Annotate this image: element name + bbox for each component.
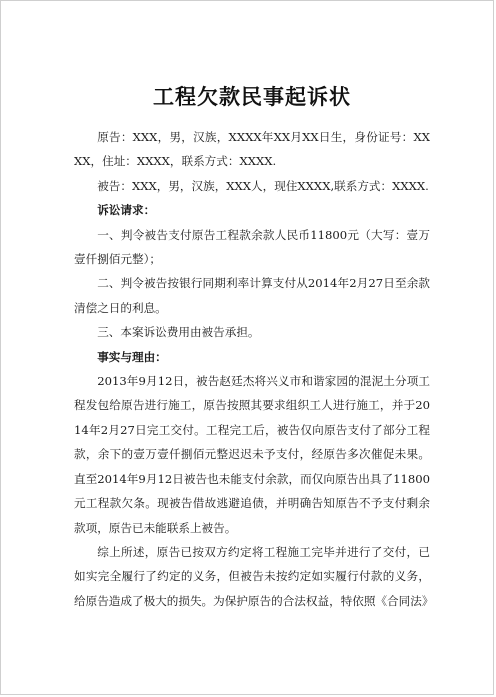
facts-heading: 事实与理由：: [97, 349, 167, 364]
facts-paragraph-2: 综上所述，原告已按双方约定将工程施工完毕并进行了交付，已如实完全履行了约定的义务，但被告未按约定如实履行付款的义务，给原告造成了极大的损失。为保护原告的合法权益，特依照《合同法》: [74, 544, 434, 608]
document-body: [74, 125, 434, 613]
claim-item-3: 三、本案诉讼费用由被告承担。: [97, 325, 260, 340]
document-title: 工程欠款民事起诉状: [153, 85, 351, 109]
claim-item-2: 二、判令被告按银行同期利率计算支付从2014年2月27日至余款清偿之日的利息。: [74, 276, 430, 315]
claims-heading: 诉讼请求：: [97, 203, 156, 218]
plaintiff-info: 原告：XXX，男，汉族，XXXX年XX月XX日生，身份证号：XXXX，住址：XXXX，联系方式：XXXX.: [74, 130, 430, 169]
defendant-info: 被告：XXX，男，汉族，XXX人，现住XXXX,联系方式：XXXX.: [97, 178, 429, 193]
facts-paragraph-1: 2013年9月12日，被告赵廷杰将兴义市和谐家园的混泥土分项工程发包给原告进行施工，原告按照其要求组织工人进行施工，并于2014年2月27日完工交付。工程完工后，被告仅向原告支付了部分工程款，余下的壹万壹仟捌佰元整迟迟未予支付，经原告多次催促未果。直至2014年9月12日被告也未能支付余款，而仅向原告出具了11800元工程款欠条。现被告借故逃避追债，并明确告知原告不予支付剩余款项，原告已未能联系上被告。: [74, 374, 430, 535]
claim-item-1: 一、判令被告支付原告工程款余款人民币11800元（大写：壹万壹仟捌佰元整）；: [74, 227, 430, 267]
